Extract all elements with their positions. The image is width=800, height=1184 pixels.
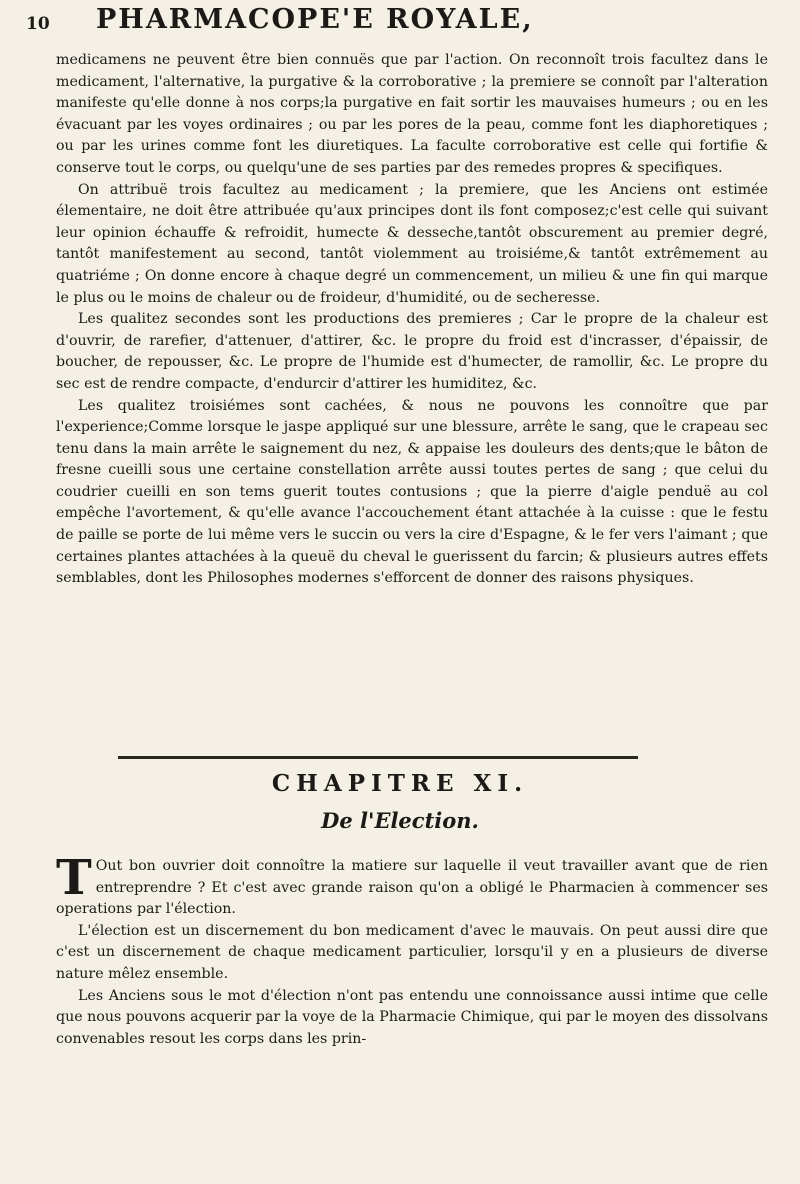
paragraph: medicamens ne peuvent être bien connuës que par l'action. On reconnoît trois facultez dans le medicament, l'alternative, la purgative & la corroborative ; la premiere se connoît par l'alteration manifeste qu'elle donne à nos corps;la purgative en fait sortir les mauvaises humeurs ; ou en les évacuant par les voyes ordinaires ; ou par les pores de la peau, comme font les diaphoretiques ; ou par les urines comme font les diuretiques. La faculte corroborative est celle qui fortifie & conserve tout le corps, ou quelqu'une de ses parties par des remedes propres & specifiques. xyxy=(56,52,768,176)
paragraph: On attribuë trois facultez au medicament ; la premiere, que les Anciens ont estimée élementaire, ne doit être attribuée qu'aux principes dont ils font composez;c'est celle qui suivant leur opinion échauffe & refroidit, humecte & desseche,tantôt obscurement au premier degré, tantôt manifestement au second, tantôt violemment au troisiéme,& tantôt extrêmement au quatriéme ; On donne encore à chaque degré un commencement, un milieu & une fin qui marque le plus ou le moins de chaleur ou de froideur, d'humidité, ou de secheresse. xyxy=(56,181,768,306)
running-head xyxy=(26,4,766,38)
paragraph: Les qualitez troisiémes sont cachées, & nous ne pouvons les connoître que par l'experience;Comme lorsque le jaspe appliqué sur une blessure, arrête le sang, que le crapeau sec tenu dans la main arrête le saignement du nez, & appaise les douleurs des dents;que le bâton de fresne cueilli sous une certaine constellation arrête aussi toutes pertes de sang ; que celui du coudrier cueilli en son tems guerit toutes contusions ; que la pierre d'aigle penduë au col empêche l'avortement, & qu'elle avance l'accouchement étant attachée à la cuisse : que le festu de paille se porte de lui même vers le succin ou vers la cire d'Espagne, & le fer vers l'aimant ; que certaines plantes attachées à la queuë du cheval le guerissent du farcin; & plusieurs autres effets semblables, dont les Philosophes modernes s'efforcent de donner des raisons physiques. xyxy=(56,397,768,587)
paragraph-text: Out bon ouvrier doit connoître la matiere sur laquelle il veut travailler avant que de rien entreprendre ? Et c'est avec grande raison qu'on a obligé le Pharmacien à commencer ses operations par l'élection. xyxy=(56,858,768,918)
paragraph xyxy=(56,850,768,921)
paragraph: Les Anciens sous le mot d'élection n'ont pas entendu une connoissance aussi intime que celle que nous pouvons acquerir par la voye de la Pharmacie Chimique, qui par le moyen des dissolvans convenables resout les corps dans les prin- xyxy=(56,987,768,1047)
page-number: 10 xyxy=(26,14,50,34)
main-text xyxy=(56,50,768,590)
section-divider xyxy=(118,756,638,759)
running-title: PHARMACOPE'E ROYALE, xyxy=(96,4,534,35)
paragraph: L'élection est un discernement du bon medicament d'avec le mauvais. On peut aussi dire que c'est un discernement de chaque medicament particulier, lorsqu'il y en a plusieurs de diverse nature mêlez ensemble. xyxy=(56,922,768,982)
chapter-subtitle: De l'Election. xyxy=(321,808,479,833)
chapter-text xyxy=(56,850,768,1050)
drop-cap: T xyxy=(56,850,92,906)
chapter-heading: CHAPITRE XI. xyxy=(271,770,529,797)
paragraph: Les qualitez secondes sont les productions des premieres ; Car le propre de la chaleur est d'ouvrir, de rarefier, d'attenuer, d'attirer, &c. le propre du froid est d'incrasser, d'épaissir, de boucher, de repousser, &c. Le propre de l'humide est d'humecter, de ramollir, &c. Le propre du sec est de rendre compacte, d'endurcir d'attirer les humiditez, &c. xyxy=(56,311,768,392)
